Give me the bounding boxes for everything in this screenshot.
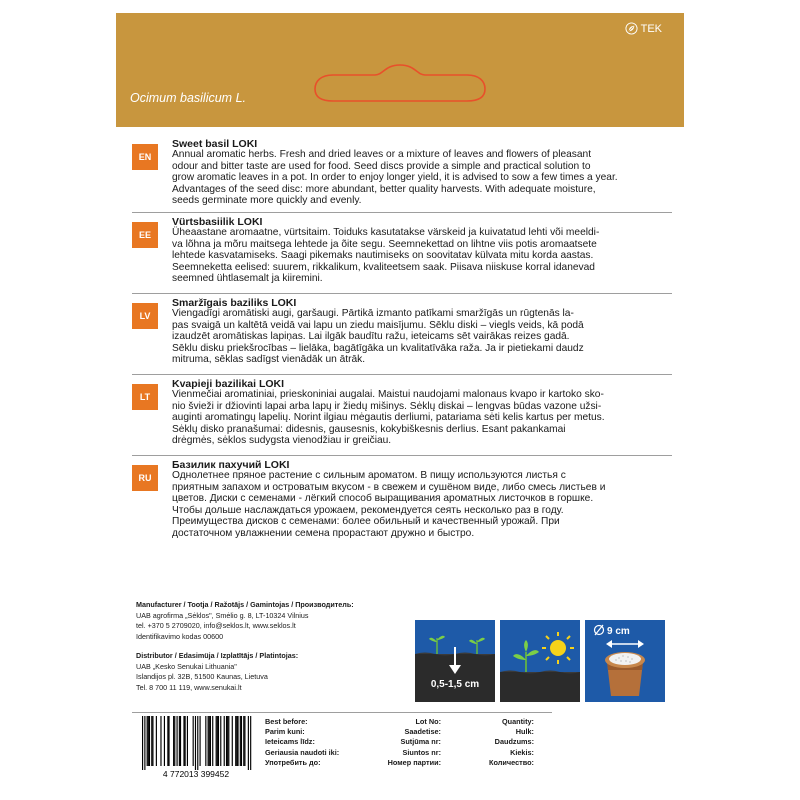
distributor-line: Islandijos pl. 32B, 51500 Kaunas, Lietuva [136, 672, 268, 681]
barcode-bar [147, 716, 148, 766]
barcode-bar [232, 716, 233, 766]
barcode-bar [179, 716, 180, 766]
barcode-bar [195, 716, 196, 770]
best-before-label: Ieteicams līdz: [265, 737, 315, 747]
barcode-bar [167, 716, 168, 766]
language-badge: EN [132, 144, 158, 170]
section-body-line: Vienmečiai aromatiniai, prieskoniniai augalai. Maistui naudojami malonaus kvapo ir kartoko sko- [172, 389, 604, 400]
best-before-label: Parim kuni: [265, 727, 305, 737]
manufacturer-line: UAB agrofirma „Sėklos", Smėlio g. 8, LT-10324 Vilnius [136, 610, 309, 620]
quantity-label: Hulk: [515, 727, 534, 737]
barcode-bar [173, 716, 174, 766]
barcode-bar [168, 716, 169, 766]
barcode-bar [240, 716, 241, 766]
section-title: Sweet basil LOKI [172, 138, 258, 150]
section-body-line: цветов. Диски с семенами - лёгкий способ выращивания ароматных листочков в горшке. [172, 493, 594, 505]
barcode-bar [185, 716, 186, 766]
section-body-line: pas svaigā un kaltētā veidā vai lapu un ziedu maisījumu. Sēklu diski – viegls veids, kā podā [172, 319, 584, 331]
barcode-bar [220, 716, 221, 766]
barcode-bar [228, 716, 229, 766]
section-divider [132, 293, 672, 294]
section-body-line: va lõhna ja mõru maitsega lehtede ja õite segu. Seemnekettad on lihtne viis potis aromaatsete [172, 238, 597, 250]
barcode-bar [187, 716, 188, 766]
section-body-line: Annual aromatic herbs. Fresh and dried leaves or a mixture of leaves and flowers of pleasant [172, 149, 592, 160]
section-divider [132, 455, 672, 456]
barcode-bar [227, 716, 228, 766]
lot-number-label: Saadetise: [404, 727, 441, 737]
packet-header [116, 13, 684, 127]
section-body-line: Üheaastane aromaatne, vürtsitaim. Toiduks kasutatakse värskeid ja kuivatatud lehti või meeldi- [172, 227, 600, 238]
section-body-line: достаточном увлажнении семена прорастают дружно и быстро. [172, 527, 475, 539]
barcode-bar [205, 716, 206, 766]
section-body [172, 308, 668, 366]
barcode-bar [152, 716, 153, 766]
barcode-bar [235, 716, 236, 766]
barcode-bar [197, 716, 198, 770]
quantity-label: Daudzums: [494, 737, 534, 747]
barcode-bar [183, 716, 184, 766]
barcode-bar [237, 716, 238, 766]
barcode-bar [218, 716, 219, 766]
quantity-label: Quantity: [501, 717, 534, 726]
manufacturer-line: tel. +370 5 2709020, info@seklos.lt, www.seklos.lt [136, 621, 296, 630]
barcode-bar [244, 716, 245, 766]
section-body-line: Advantages of the seed disc: more abundant, better quality harvests. With adequate moisture, [172, 183, 596, 195]
section-body-line: Viengadīgi aromātiski augi, garšaugi. Pārtikā izmanto patīkami smaržīgās un rūgtenās la- [172, 308, 574, 319]
brand-name: TEK [640, 22, 662, 35]
barcode-bar [209, 716, 210, 766]
distributor-heading: Distributor / Edasimüja / Izplatītājs / Platintojas: [136, 651, 299, 660]
pot-size-label: 9 cm [607, 626, 630, 637]
section-body-line: auginti aromatingų lapelių. Norint ilgiau mėgautis derliumi, patariama sėti kelis kartus per metus. [172, 412, 605, 424]
barcode-bar [224, 716, 225, 766]
leaf-icon [625, 22, 638, 35]
lot-number-labels [345, 717, 441, 768]
best-before-labels [265, 717, 339, 768]
section-body [172, 227, 668, 285]
barcode-bar [174, 716, 175, 766]
language-badge: RU [132, 465, 158, 491]
barcode-bar [142, 716, 143, 770]
barcode-bar [210, 716, 211, 766]
section-body-line: nio švieži ir džiovinti lapai arba lapų ir žiedų mišinys. Sėklų diskai – lengvas būdas vazone užsi- [172, 400, 602, 412]
lot-number-label: Siuntos nr: [402, 747, 441, 757]
section-title: Базилик пахучий LOKI [172, 459, 290, 471]
barcode-bar [236, 716, 237, 766]
barcode-bar [148, 716, 149, 766]
quantity-label: Количество: [489, 757, 534, 767]
section-body-line: Чтобы дольше наслаждаться урожаем, рекомендуется сеять несколько раз в году. [172, 504, 564, 516]
barcode-bar [144, 716, 145, 770]
barcode-bar [149, 716, 150, 766]
barcode-bar [243, 716, 244, 766]
lot-number-label: Номер партии: [387, 757, 441, 767]
pot-size-pictogram [585, 620, 665, 702]
manufacturer-heading: Manufacturer / Tootja / Ražotājs / Gamintojas / Производитель: [136, 600, 354, 609]
barcode [132, 716, 260, 778]
barcode-bar [226, 716, 227, 766]
quantity-labels [460, 717, 534, 768]
barcode-bar [180, 716, 181, 766]
barcode-bar [164, 716, 165, 766]
sunlight-pictogram [500, 620, 580, 702]
barcode-bar [200, 716, 201, 766]
quantity-label: Kiekis: [510, 747, 534, 757]
section-title: Vürtsbasiilik LOKI [172, 216, 263, 228]
section-body-line: Преимущества дисков с семенами: более обильный и качественный урожай. При [172, 516, 560, 528]
barcode-bar [208, 716, 209, 766]
best-before-label: Best before: [265, 717, 308, 726]
barcode-number: 4 772013 399452 [162, 769, 230, 778]
best-before-label: Употребить до: [265, 757, 321, 767]
best-before-label: Geriausia naudoti iki: [265, 747, 340, 757]
species-name: Ocimum basilicum L. [130, 91, 246, 105]
section-body-line: Однолетнее пряное растение с сильным ароматом. В пищу используются листья с [172, 470, 566, 481]
section-body [172, 389, 668, 447]
barcode-bar [151, 716, 152, 766]
barcode-bar [156, 716, 157, 766]
section-body-line: izaudzēt aromātiskas lapiņas. Lai ilgāk baudītu ražu, ieteicams sēt vairākas reizes gadā. [172, 331, 570, 343]
bottom-divider [132, 712, 552, 713]
language-badge: EE [132, 222, 158, 248]
barcode-bar [248, 716, 249, 770]
barcode-bar [217, 716, 218, 766]
barcode-bar [250, 716, 251, 770]
barcode-bar [216, 716, 217, 766]
barcode-bar [212, 716, 213, 766]
language-badge: LT [132, 384, 158, 410]
section-title: Smaržīgais baziliks LOKI [172, 297, 297, 309]
manufacturer-line: Identifikavimo kodas 00600 [136, 631, 224, 641]
brand-logo [625, 22, 662, 35]
distributor-line: Tel. 8 700 11 119, www.senukai.lt [136, 682, 242, 692]
section-body-line: grow aromatic leaves in a pot. In order to enjoy longer yield, it is advised to sow a few times a year. [172, 172, 618, 184]
section-body-line: lehtede kasvatamiseks. Saagi pikemaks nautimiseks on soovitatav külvata mitu korda aastas. [172, 250, 594, 262]
lot-number-label: Sutjūma nr: [400, 737, 441, 747]
section-divider [132, 374, 672, 375]
section-body-line: Sėklų disko pranašumai: didesnis, gausesnis, kokybiškesnis derlius. Esant pakankamai [172, 423, 566, 435]
language-badge: LV [132, 303, 158, 329]
manufacturer-info [136, 600, 406, 642]
section-body-line: seemned ühtlasemalt ja kiiremini. [172, 273, 323, 285]
section-body-line: seeds germinate more quickly and evenly. [172, 195, 362, 207]
distributor-line: UAB „Kesko Senukai Lithuania" [136, 661, 237, 671]
barcode-bar [160, 716, 161, 766]
section-body-line: приятным запахом и островатым вкусом - в свежем и сушёном виде, либо смесь листьев и [172, 481, 606, 493]
section-body-line: odour and bitter taste are used for food. Seed discs provide a simple and practical solution to [172, 160, 591, 172]
section-title: Kvapieji bazilikai LOKI [172, 378, 285, 390]
section-body [172, 149, 668, 207]
section-body-line: Seemneketta eelised: suurem, rikkalikum, kvaliteetsem saak. Piisava niiskuse korral idanevad [172, 261, 595, 273]
hanger-hole-outline [313, 63, 487, 103]
section-body-line: Sēklu disku priekšrocības – lielāka, bagātīgāka un kvalitatīvāka raža. Ja ir pietiekami daudz [172, 342, 584, 354]
depth-label: 0,5-1,5 cm [430, 679, 480, 690]
barcode-bar [241, 716, 242, 766]
distributor-info [136, 651, 406, 693]
section-divider [132, 212, 672, 213]
section-body-line: drėgmės, sėklos sudygsta vienodžiau ir greičiau. [172, 435, 392, 447]
sowing-depth-pictogram [415, 620, 495, 702]
barcode-bar [193, 716, 194, 766]
section-body [172, 470, 668, 540]
barcode-bar [177, 716, 178, 766]
lot-number-label: Lot No: [415, 717, 441, 726]
section-body-line: mitruma, sēklas sadīgst vienādāk un ātrāk. [172, 354, 366, 366]
